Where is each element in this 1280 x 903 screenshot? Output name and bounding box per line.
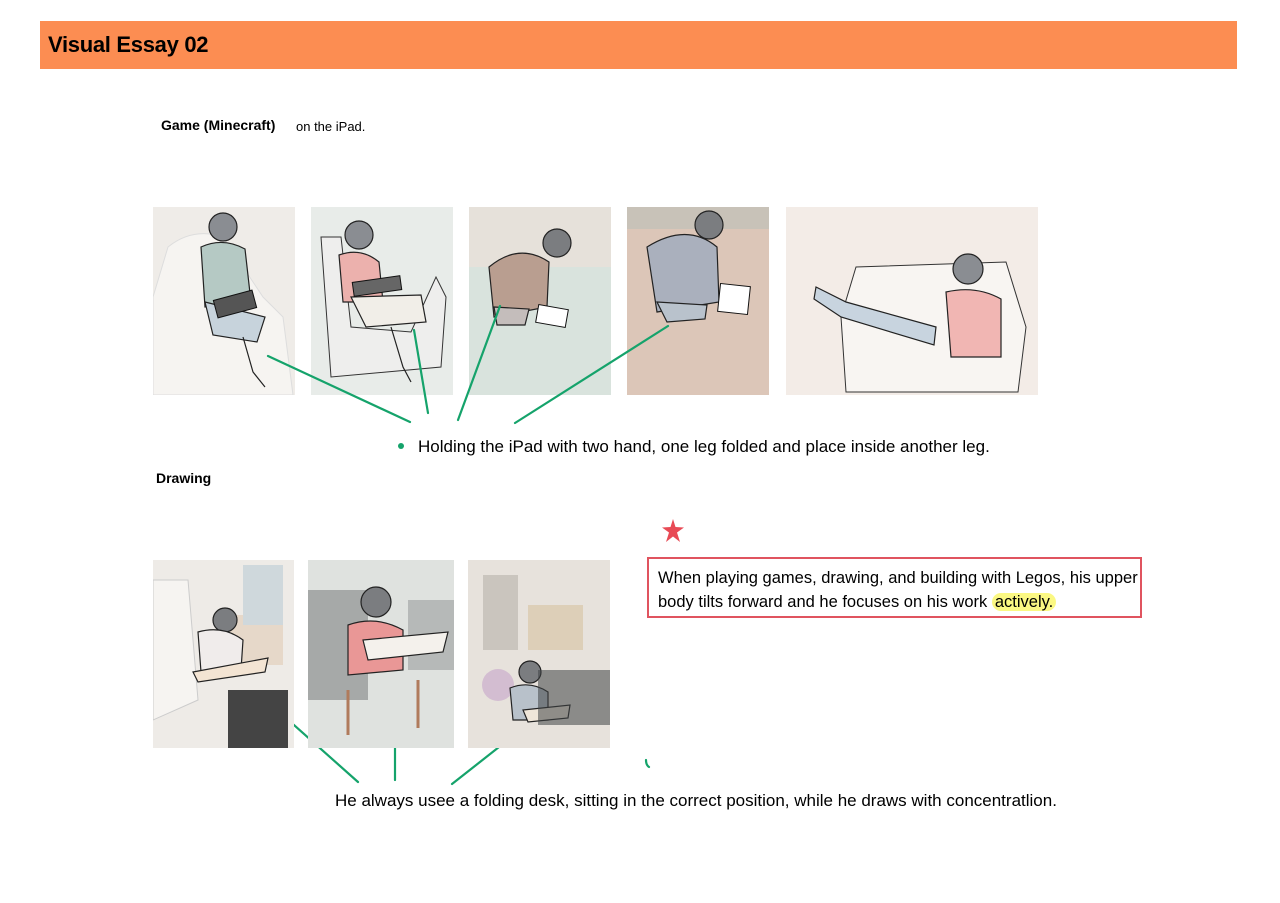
- page-title: Visual Essay 02: [48, 32, 209, 57]
- drawing-photo-3: [468, 560, 610, 748]
- section-game-title: Game (Minecraft): [161, 117, 276, 133]
- child-illustration: [153, 207, 295, 395]
- game-caption: Holding the iPad with two hand, one leg folded and place inside another leg.: [418, 437, 990, 456]
- child-illustration: [153, 560, 294, 748]
- section-drawing-title: Drawing: [156, 470, 212, 486]
- section-game-subtitle: on the iPad.: [296, 119, 366, 134]
- callout-text-main: When playing games, drawing, and building with Legos, his upper body tilts forward and he focuses on his work: [658, 569, 1138, 611]
- game-photo-5: [786, 207, 1038, 395]
- game-photo-1: [153, 207, 295, 395]
- drawing-photo-1: [153, 560, 294, 748]
- callout-box: [647, 557, 1142, 618]
- child-illustration: [311, 207, 453, 395]
- game-photo-4: [627, 207, 769, 395]
- callout-text: [658, 566, 1138, 614]
- child-illustration: [308, 560, 454, 748]
- child-illustration: [627, 207, 769, 395]
- red-star-icon: [661, 518, 685, 544]
- child-illustration: [468, 560, 610, 748]
- game-photo-3: [469, 207, 611, 395]
- title-bar: [40, 21, 1237, 69]
- child-illustration: [786, 207, 1038, 395]
- caption-bullet: [398, 443, 404, 449]
- game-photo-2: [311, 207, 453, 395]
- child-illustration: [469, 207, 611, 395]
- drawing-caption: He always usee a folding desk, sitting in the correct position, while he draws with concentratlion.: [335, 791, 1057, 810]
- callout-highlight: actively.: [992, 593, 1056, 611]
- drawing-photo-2: [308, 560, 454, 748]
